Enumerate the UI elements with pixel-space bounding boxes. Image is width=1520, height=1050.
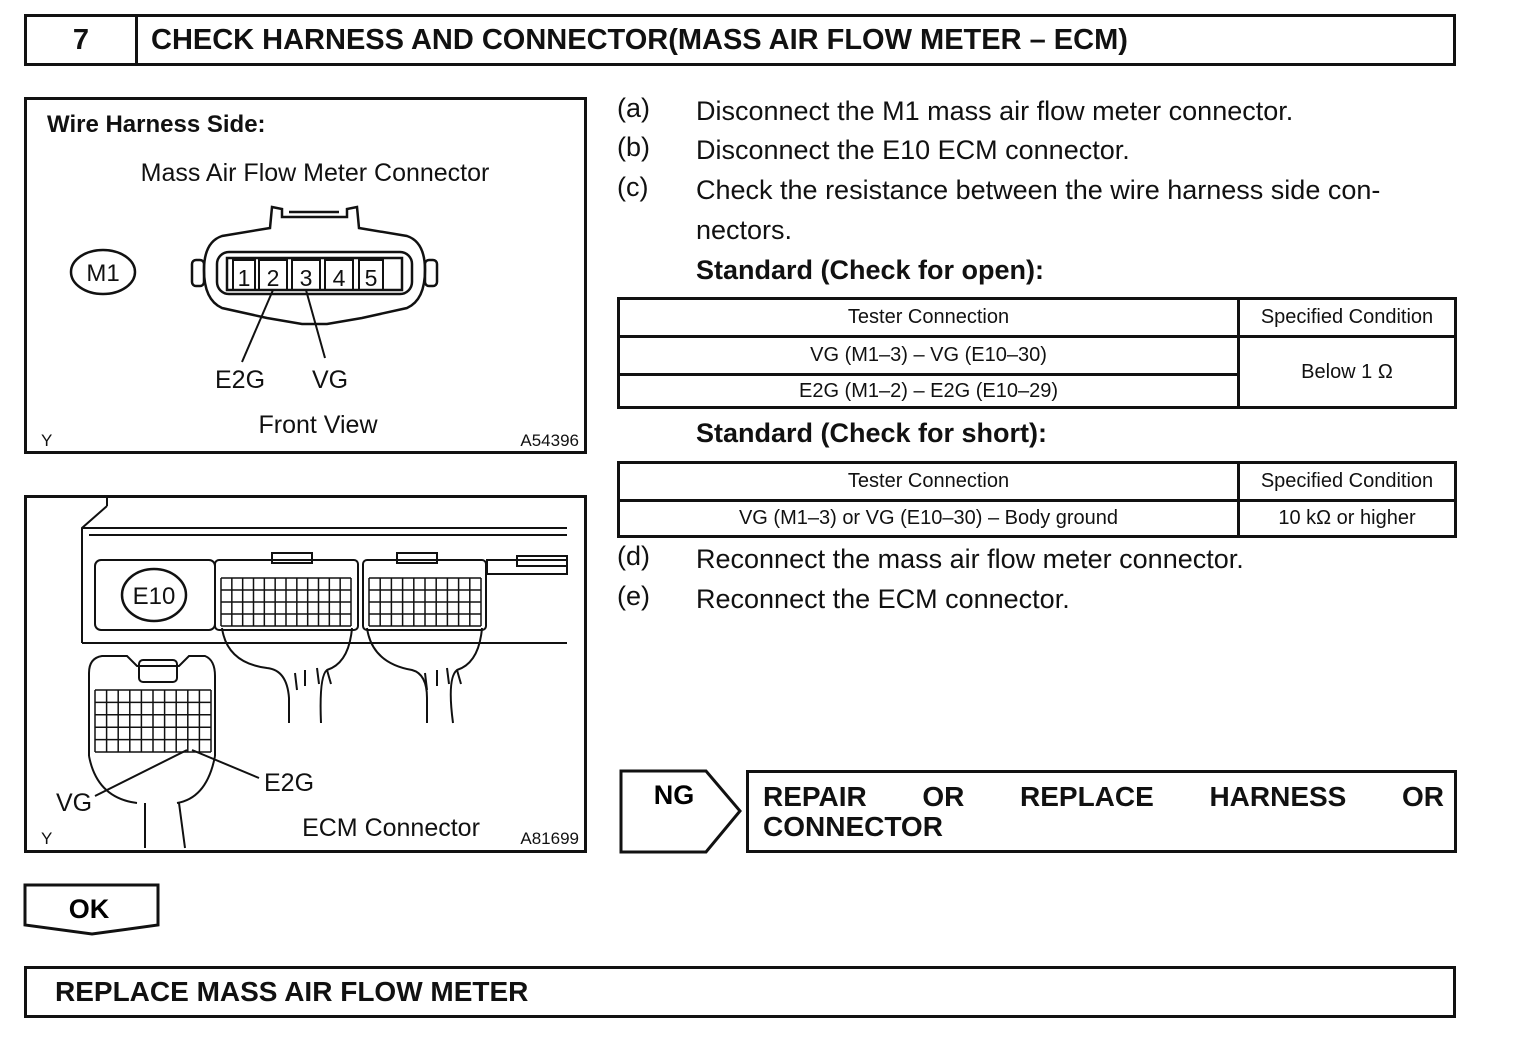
label-vg: VG: [55, 789, 93, 817]
ecm-caption: ECM Connector: [302, 814, 480, 842]
step-letter-a: (a): [617, 93, 650, 123]
final-action-text: REPLACE MASS AIR FLOW METER: [55, 976, 529, 1007]
ng-word-5: OR: [1402, 781, 1444, 812]
ecm-socket-grid-2: [369, 578, 481, 626]
figure-maf-connector: [24, 97, 587, 454]
connector-id-e10: E10: [132, 583, 176, 610]
short-header-condition: Specified Condition: [1239, 463, 1456, 501]
step-letter-c: (c): [617, 172, 649, 202]
step-text-c-line1: Check the resistance between the wire harness side con-: [696, 175, 1381, 205]
open-row-e2g: E2G (M1–2) – E2G (E10–29): [619, 375, 1239, 408]
step-text-d: Reconnect the mass air flow meter connector.: [696, 544, 1244, 574]
open-row-vg: VG (M1–3) – VG (E10–30): [619, 337, 1239, 375]
step-letter-b: (b): [617, 132, 650, 162]
ng-label: NG: [653, 780, 695, 810]
figure-code: A81699: [520, 829, 579, 848]
standard-short-table: [617, 461, 1457, 538]
ng-word-1: REPAIR: [763, 781, 867, 812]
open-header-condition: Specified Condition: [1239, 299, 1456, 337]
step-text-e: Reconnect the ECM connector.: [696, 584, 1070, 614]
ok-label: OK: [68, 894, 110, 924]
ecm-socket-grid-1: [221, 578, 351, 626]
pin-2: 2: [266, 265, 280, 291]
e2g-leader-line: [242, 290, 273, 362]
view-label: Front View: [258, 411, 378, 439]
short-header-tester: Tester Connection: [619, 463, 1239, 501]
vg-leader-line: [95, 750, 187, 796]
ok-arrow: [22, 882, 162, 938]
step-number: 7: [27, 17, 138, 63]
maf-connector-shape: [192, 207, 437, 324]
ng-arrow: [618, 768, 746, 855]
ng-result-box: [746, 770, 1457, 853]
maf-connector-diagram: [27, 100, 584, 451]
ecm-plug-grid: [95, 690, 211, 752]
figure-code: A54396: [520, 431, 579, 450]
ng-word-2: OR: [922, 781, 965, 812]
pin-1: 1: [237, 265, 251, 291]
pin-3: 3: [299, 265, 313, 291]
open-condition: Below 1 Ω: [1239, 337, 1456, 408]
pin-4: 4: [332, 265, 346, 291]
pin-5: 5: [364, 265, 378, 291]
short-row: VG (M1–3) or VG (E10–30) – Body ground: [619, 501, 1239, 537]
short-condition: 10 kΩ or higher: [1239, 501, 1456, 537]
final-action-box: [24, 966, 1456, 1018]
ng-word-3: REPLACE: [1020, 781, 1154, 812]
step-title: CHECK HARNESS AND CONNECTOR(MASS AIR FLOW METER – ECM): [151, 23, 1128, 56]
step-text-b: Disconnect the E10 ECM connector.: [696, 135, 1130, 165]
e2g-leader-line: [192, 750, 259, 778]
step-letter-e: (e): [617, 581, 650, 611]
corner-letter: Y: [41, 829, 53, 848]
step-text-c-line2: nectors.: [696, 215, 793, 245]
connector-id-m1: M1: [86, 260, 120, 287]
corner-letter: Y: [41, 431, 53, 450]
standard-short-heading: Standard (Check for short):: [696, 418, 1048, 448]
label-e2g: E2G: [263, 769, 315, 797]
figure1-subheading: Mass Air Flow Meter Connector: [140, 159, 490, 187]
ng-result-text: [763, 782, 1444, 842]
standard-open-heading: Standard (Check for open):: [696, 255, 1045, 285]
step-header: [24, 14, 1456, 66]
connector-id-badge: [71, 250, 135, 294]
label-vg: VG: [311, 366, 349, 394]
standard-open-table: [617, 297, 1457, 409]
label-e2g: E2G: [214, 366, 266, 394]
figure-ecm-connector: [24, 495, 587, 853]
ng-word-4: HARNESS: [1209, 781, 1347, 812]
step-letter-d: (d): [617, 541, 650, 571]
ecm-connector-id-badge: [122, 569, 186, 621]
figure1-heading: Wire Harness Side:: [47, 111, 266, 138]
step-text-a: Disconnect the M1 mass air flow meter connector.: [696, 96, 1294, 126]
ecm-connector-diagram: [27, 498, 584, 850]
ng-result-line2: CONNECTOR: [763, 811, 943, 842]
open-header-tester: Tester Connection: [619, 299, 1239, 337]
